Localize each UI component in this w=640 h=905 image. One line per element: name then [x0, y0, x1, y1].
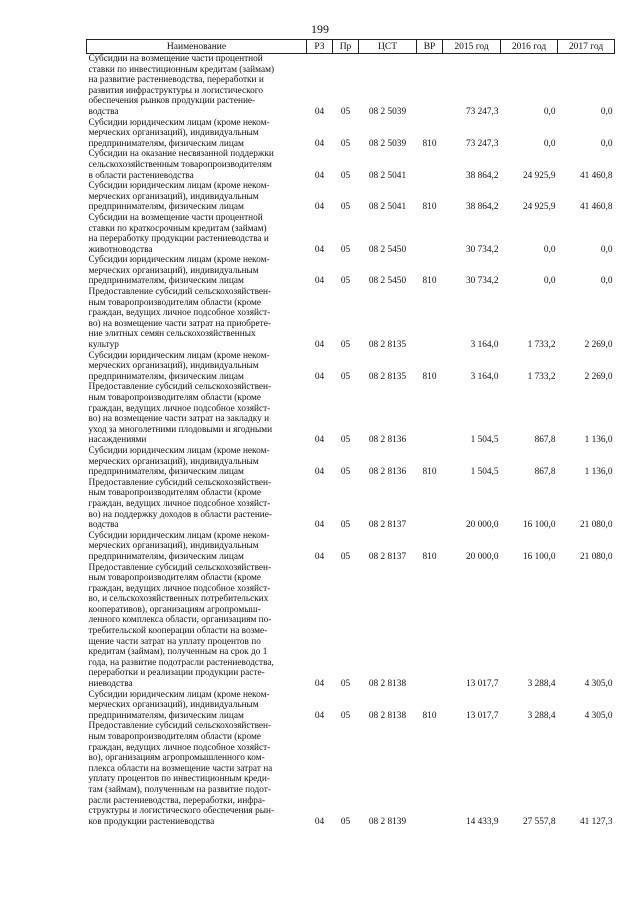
row-vr — [417, 563, 443, 690]
row-2016: 24 925,9 — [522, 170, 556, 181]
table-row — [87, 54, 615, 118]
row-name — [87, 118, 307, 150]
row-rz: 04 — [314, 435, 325, 446]
row-vr: 810 — [422, 371, 437, 382]
row-2015: 30 734,2 — [465, 276, 499, 287]
row-name-line: предпринимателям, физическим лицам — [88, 551, 244, 562]
row-2015: 38 864,2 — [465, 170, 499, 181]
row-name-line: предпринимателям, физическим лицам — [88, 276, 244, 287]
table-row — [87, 118, 615, 150]
row-vr: 810 — [422, 467, 437, 478]
row-name-line: водства — [88, 106, 119, 117]
table-row — [87, 563, 615, 690]
row-vr: 810 — [422, 138, 437, 149]
row-name-line: ние элитных семян сельскохозяйственных — [88, 329, 256, 340]
header-2015: 2015 год — [443, 40, 501, 54]
row-name-line: граждан, ведущих личное подсобное хозяйст- — [88, 498, 271, 509]
row-name-line: предпринимателям, физическим лицам — [88, 371, 244, 382]
row-2015: 20 000,0 — [465, 520, 499, 531]
row-rz: 04 — [314, 138, 325, 149]
row-cst: 08 2 8137 — [368, 551, 407, 562]
row-name — [87, 255, 307, 287]
row-name-line: Субсидии юридическим лицам (кроме неком- — [88, 181, 270, 192]
row-name — [87, 181, 307, 213]
row-name-line: Субсидии на возмещение части процентной — [88, 212, 263, 223]
row-2017: 21 080,0 — [579, 551, 613, 562]
row-name-line: плекса области на возмещение части затрат на — [88, 763, 273, 774]
row-pr: 05 — [340, 138, 351, 149]
row-pr: 05 — [340, 106, 351, 117]
row-name-line: ным товаропроизводителям области (кроме — [88, 488, 261, 499]
row-name — [87, 690, 307, 722]
row-name — [87, 213, 307, 255]
row-rz: 04 — [314, 170, 325, 181]
row-2017: 41 127,3 — [579, 816, 613, 827]
row-name — [87, 478, 307, 531]
row-2017: 41 460,8 — [579, 170, 613, 181]
row-pr: 05 — [340, 244, 351, 255]
row-2015: 1 504,5 — [470, 467, 499, 478]
row-2015: 30 734,2 — [465, 244, 499, 255]
row-rz: 04 — [314, 816, 325, 827]
row-name-line: предпринимателям, физическим лицам — [88, 202, 244, 213]
row-pr: 05 — [340, 520, 351, 531]
row-name-line: структуры и логистического обеспечения рын- — [88, 806, 275, 817]
table-row — [87, 213, 615, 255]
row-vr — [417, 149, 443, 181]
row-2017: 4 305,0 — [584, 710, 613, 721]
row-2017: 1 136,0 — [584, 467, 613, 478]
table-row — [87, 287, 615, 351]
row-2016: 24 925,9 — [522, 202, 556, 213]
row-name — [87, 531, 307, 563]
row-cst: 08 2 8139 — [368, 816, 407, 827]
row-name — [87, 287, 307, 351]
row-rz: 04 — [314, 551, 325, 562]
row-2015: 13 017,7 — [465, 710, 499, 721]
row-name-line: мерческих организаций), индивидуальным — [88, 456, 259, 467]
row-rz: 04 — [314, 202, 325, 213]
row-2017: 41 460,8 — [579, 202, 613, 213]
row-name-line: Предоставление субсидий сельскохозяйствен- — [88, 382, 272, 393]
row-name-line: развития инфраструктуры и логистического — [88, 85, 264, 96]
row-name-line: переработки и реализации продукции расте- — [88, 668, 265, 679]
row-2016: 1 733,2 — [527, 371, 556, 382]
table-row — [87, 690, 615, 722]
row-rz: 04 — [314, 244, 325, 255]
row-cst: 08 2 5450 — [368, 244, 407, 255]
row-vr — [417, 478, 443, 531]
row-name-line: на переработку продукции растениеводства и — [88, 234, 269, 245]
row-pr: 05 — [340, 371, 351, 382]
row-name-line: кооперативов), организациям агропромыш- — [88, 604, 261, 615]
row-name-line: культур — [88, 340, 119, 351]
row-2017: 0,0 — [600, 106, 613, 117]
row-name-line: уход за многолетними плодовыми и ягодными — [88, 424, 273, 435]
row-name-line: на развитие растениеводства, переработки и — [88, 75, 264, 86]
row-pr: 05 — [340, 435, 351, 446]
row-name-line: Предоставление субсидий сельскохозяйствен- — [88, 562, 272, 573]
row-name-line: там (займам), полученным на развитие подот- — [88, 784, 271, 795]
row-cst: 08 2 5039 — [368, 138, 407, 149]
row-name — [87, 382, 307, 446]
row-2016: 0,0 — [543, 244, 556, 255]
table-body — [87, 54, 615, 828]
row-name-line: Субсидии юридическим лицам (кроме неком- — [88, 445, 270, 456]
row-name — [87, 351, 307, 383]
row-name-line: насаждениями — [88, 435, 147, 446]
row-2016: 867,8 — [534, 467, 556, 478]
row-2015: 3 164,0 — [470, 340, 499, 351]
row-cst: 08 2 8136 — [368, 435, 407, 446]
row-name-line: во) на возмещение части затрат на приобрете- — [88, 318, 271, 329]
row-pr: 05 — [340, 551, 351, 562]
header-name: Наименование — [87, 40, 307, 54]
row-name-line: во), организациям агропромышленного ком- — [88, 753, 265, 764]
row-2015: 73 247,3 — [465, 138, 499, 149]
table-row — [87, 351, 615, 383]
row-vr: 810 — [422, 276, 437, 287]
row-name-line: ков продукции растениеводства — [88, 816, 215, 827]
row-name-line: ставки по инвестиционным кредитам (займам) — [88, 64, 275, 75]
row-name-line: Предоставление субсидий сельскохозяйствен- — [88, 287, 272, 298]
row-2015: 1 504,5 — [470, 435, 499, 446]
row-rz: 04 — [314, 467, 325, 478]
row-2015: 13 017,7 — [465, 679, 499, 690]
row-name-line: ставки по краткосрочным кредитам (займам) — [88, 223, 267, 234]
row-cst: 08 2 5039 — [368, 106, 407, 117]
row-2017: 4 305,0 — [584, 679, 613, 690]
row-vr: 810 — [422, 551, 437, 562]
header-2016: 2016 год — [501, 40, 558, 54]
row-pr: 05 — [340, 202, 351, 213]
table-row — [87, 255, 615, 287]
table-row — [87, 721, 615, 827]
row-name-line: Субсидии юридическим лицам (кроме неком- — [88, 689, 270, 700]
row-name-line: обеспечения рынков продукции растение- — [88, 96, 256, 107]
row-name-line: Субсидии юридическим лицам (кроме неком- — [88, 117, 270, 128]
header-2017: 2017 год — [558, 40, 615, 54]
row-name-line: мерческих организаций), индивидуальным — [88, 700, 259, 711]
row-vr — [417, 213, 443, 255]
row-name-line: Субсидии юридическим лицам (кроме неком- — [88, 530, 270, 541]
row-name-line: Субсидии на оказание несвязанной поддержки — [88, 149, 274, 160]
row-pr: 05 — [340, 467, 351, 478]
row-pr: 05 — [340, 710, 351, 721]
row-rz: 04 — [314, 371, 325, 382]
table-row — [87, 446, 615, 478]
table-row — [87, 531, 615, 563]
row-rz: 04 — [314, 340, 325, 351]
row-vr — [417, 54, 443, 118]
row-2017: 0,0 — [600, 244, 613, 255]
row-name-line: кредитам (займам), полученным на срок до 1 — [88, 647, 268, 658]
row-name-line: в области растениеводства — [88, 170, 194, 181]
row-name-line: ным товаропроизводителям области (кроме — [88, 393, 261, 403]
row-name-line: граждан, ведущих личное подсобное хозяйст- — [88, 403, 271, 414]
row-cst: 08 2 5041 — [368, 170, 407, 181]
row-name-line: сельскохозяйственным товаропроизводителям — [88, 159, 272, 170]
row-name-line: ниеводства — [88, 679, 133, 690]
row-2015: 3 164,0 — [470, 371, 499, 382]
row-name — [87, 721, 307, 827]
row-name-line: расли растениеводства, переработки, инфра- — [88, 795, 266, 806]
row-name-line: щение части затрат на уплату процентов по — [88, 636, 261, 647]
row-2016: 3 288,4 — [527, 679, 556, 690]
row-2017: 1 136,0 — [584, 435, 613, 446]
row-name-line: во) на возмещение части затрат на закладку и — [88, 414, 270, 425]
row-name-line: граждан, ведущих личное подсобное хозяйст- — [88, 742, 271, 753]
row-2015: 14 433,9 — [465, 816, 499, 827]
row-name-line: ным товаропроизводителям области (кроме — [88, 297, 261, 308]
header-vr: ВР — [417, 40, 443, 54]
table-row — [87, 181, 615, 213]
row-name-line: животноводства — [88, 244, 153, 255]
row-name-line: граждан, ведущих личное подсобное хозяйст- — [88, 583, 271, 594]
row-2016: 16 100,0 — [522, 520, 556, 531]
row-cst: 08 2 8136 — [368, 467, 407, 478]
row-name-line: во, и сельскохозяйственных потребительских — [88, 594, 269, 605]
row-name-line: Субсидии юридическим лицам (кроме неком- — [88, 350, 270, 361]
row-2017: 2 269,0 — [584, 371, 613, 382]
row-vr — [417, 382, 443, 446]
row-name-line: мерческих организаций), индивидуальным — [88, 191, 259, 202]
row-rz: 04 — [314, 520, 325, 531]
row-name-line: мерческих организаций), индивидуальным — [88, 361, 259, 372]
row-vr: 810 — [422, 202, 437, 213]
table-row — [87, 382, 615, 446]
row-2015: 38 864,2 — [465, 202, 499, 213]
row-rz: 04 — [314, 276, 325, 287]
row-pr: 05 — [340, 276, 351, 287]
row-pr: 05 — [340, 679, 351, 690]
row-cst: 08 2 8138 — [368, 679, 407, 690]
row-name-line: требительской кооперации области на возме- — [88, 626, 268, 637]
header-pr: Пр — [333, 40, 359, 54]
row-name — [87, 563, 307, 690]
row-rz: 04 — [314, 679, 325, 690]
row-name-line: предпринимателям, физическим лицам — [88, 467, 244, 478]
row-vr — [417, 287, 443, 351]
page-number: 199 — [311, 22, 329, 36]
row-pr: 05 — [340, 170, 351, 181]
row-name-line: предпринимателям, физическим лицам — [88, 710, 244, 721]
table-row — [87, 478, 615, 531]
row-cst: 08 2 8137 — [368, 520, 407, 531]
row-2016: 3 288,4 — [527, 710, 556, 721]
row-2016: 16 100,0 — [522, 551, 556, 562]
row-name-line: водства — [88, 520, 119, 531]
row-name-line: предпринимателям, физическим лицам — [88, 138, 244, 149]
row-name-line: уплату процентов по инвестиционным креди- — [88, 774, 270, 785]
row-2016: 0,0 — [543, 138, 556, 149]
row-cst: 08 2 5450 — [368, 276, 407, 287]
row-name-line: ленного комплекса области, организациям по- — [88, 615, 272, 626]
row-cst: 08 2 8135 — [368, 371, 407, 382]
row-2016: 27 557,8 — [522, 816, 556, 827]
row-cst: 08 2 8138 — [368, 710, 407, 721]
row-name-line: Предоставление субсидий сельскохозяйствен- — [88, 477, 272, 488]
row-cst: 08 2 5041 — [368, 202, 407, 213]
row-name — [87, 446, 307, 478]
row-2016: 0,0 — [543, 276, 556, 287]
row-2015: 20 000,0 — [465, 551, 499, 562]
table-header-row — [87, 40, 615, 54]
row-name-line: мерческих организаций), индивидуальным — [88, 541, 259, 552]
row-2017: 0,0 — [600, 276, 613, 287]
row-pr: 05 — [340, 816, 351, 827]
row-rz: 04 — [314, 106, 325, 117]
row-2016: 867,8 — [534, 435, 556, 446]
row-name-line: ным товаропроизводителям области (кроме — [88, 732, 261, 742]
row-name-line: Субсидии юридическим лицам (кроме неком- — [88, 255, 270, 266]
row-2015: 73 247,3 — [465, 106, 499, 117]
header-rz: РЗ — [307, 40, 333, 54]
row-2017: 0,0 — [600, 138, 613, 149]
row-cst: 08 2 8135 — [368, 340, 407, 351]
row-name-line: во) на поддержку доходов в области растение- — [88, 509, 272, 520]
table-row — [87, 149, 615, 181]
row-2017: 21 080,0 — [579, 520, 613, 531]
row-name-line: мерческих организаций), индивидуальным — [88, 128, 259, 139]
row-name-line: Предоставление субсидий сельскохозяйствен- — [88, 721, 272, 732]
row-name-line: граждан, ведущих личное подсобное хозяйст- — [88, 308, 271, 319]
row-name — [87, 54, 307, 118]
row-vr: 810 — [422, 710, 437, 721]
row-name-line: года, на развитие подотрасли растениеводства, — [88, 657, 274, 668]
header-cst: ЦСТ — [359, 40, 417, 54]
row-name — [87, 149, 307, 181]
row-vr — [417, 721, 443, 827]
row-rz: 04 — [314, 710, 325, 721]
row-2017: 2 269,0 — [584, 340, 613, 351]
row-name-line: мерческих организаций), индивидуальным — [88, 265, 259, 276]
row-2016: 0,0 — [543, 106, 556, 117]
row-2016: 1 733,2 — [527, 340, 556, 351]
budget-table — [86, 39, 615, 827]
row-pr: 05 — [340, 340, 351, 351]
row-name-line: ным товаропроизводителям области (кроме — [88, 573, 261, 584]
row-name-line: Субсидии на возмещение части процентной — [88, 54, 263, 64]
